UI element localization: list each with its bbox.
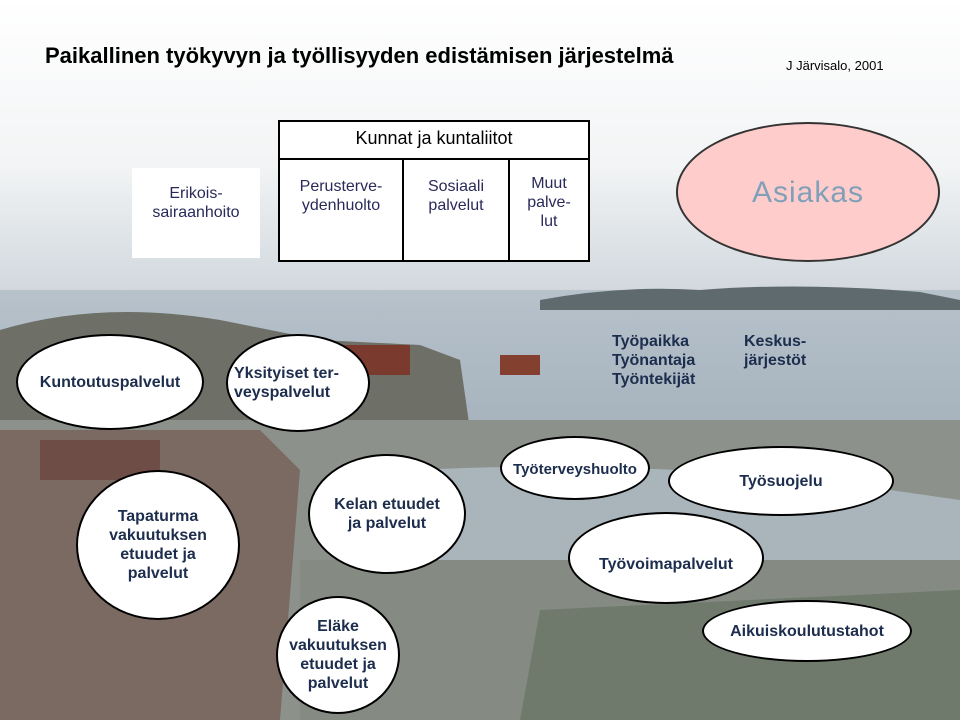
employment-services-ellipse: [568, 512, 764, 604]
social-services-cell: [404, 174, 508, 218]
other-line-3: lut: [540, 213, 558, 230]
pension-line-3: etuudet ja: [300, 656, 376, 673]
municipal-header-divider: [280, 158, 588, 160]
accident-line-2: vakuutuksen: [109, 527, 207, 544]
page-title: Paikallinen työkyvyn ja työllisyyden edistämisen järjestelmä: [45, 43, 674, 68]
private-line-2: veyspalvelut: [234, 384, 331, 401]
kela-line-1: Kelan etuudet: [334, 496, 440, 513]
other-line-1: Muut: [531, 175, 567, 192]
specialist-care-box: [132, 168, 260, 258]
adult-education-ellipse: [702, 600, 912, 662]
occupational-health-ellipse: [500, 436, 650, 500]
municipal-header: Kunnat ja kuntaliitot: [355, 128, 513, 148]
accident-line-3: etuudet ja: [120, 546, 196, 563]
client-ellipse: [676, 122, 940, 262]
client-label: Asiakas: [751, 175, 865, 209]
accident-line-4: palvelut: [127, 565, 189, 582]
workplace-line-3: Työntekijät: [612, 371, 696, 388]
private-line-1: Yksityiset ter-: [234, 365, 339, 382]
specialist-care-label: [132, 168, 260, 258]
central-line-1: Keskus-: [744, 333, 807, 350]
rehab-services-ellipse: [16, 334, 204, 430]
other-services-cell: [510, 174, 588, 240]
private-health-ellipse: [226, 334, 370, 432]
central-line-2: järjestöt: [744, 352, 807, 369]
specialist-line-1: Erikois-: [169, 185, 223, 202]
central-orgs-labels: [744, 332, 806, 370]
specialist-line-2: sairaanhoito: [152, 204, 240, 221]
accident-insurance-ellipse: [76, 470, 240, 620]
primary-care-cell: [280, 174, 402, 218]
primary-care-line-2: ydenhuolto: [301, 197, 381, 214]
author-credit: J Järvisalo, 2001: [786, 58, 884, 73]
safety-label: Työsuojelu: [739, 472, 823, 490]
pension-line-2: vakuutuksen: [289, 637, 387, 654]
workplace-line-1: Työpaikka: [612, 333, 690, 350]
other-line-2: palve-: [527, 194, 571, 211]
pension-insurance-ellipse: [276, 596, 400, 714]
adult-education-label: Aikuiskoulutustahot: [730, 622, 884, 640]
pension-line-1: Eläke: [317, 618, 359, 635]
pension-line-4: palvelut: [307, 675, 369, 692]
rehab-label: Kuntoutuspalvelut: [39, 373, 181, 391]
kela-line-2: ja palvelut: [347, 515, 427, 532]
social-line-1: Sosiaali: [427, 178, 485, 195]
safety-ellipse: [668, 446, 894, 516]
employment-label: Työvoimapalvelut: [599, 556, 733, 573]
workplace-labels: [612, 332, 695, 389]
social-line-2: palvelut: [428, 197, 484, 214]
primary-care-line-1: Perusterve-: [299, 178, 383, 195]
kela-ellipse: [308, 454, 466, 574]
municipal-services-box: [278, 120, 590, 262]
occupational-health-label: Työterveyshuolto: [513, 461, 637, 478]
accident-line-1: Tapaturma: [117, 508, 199, 525]
workplace-line-2: Työnantaja: [612, 352, 696, 369]
